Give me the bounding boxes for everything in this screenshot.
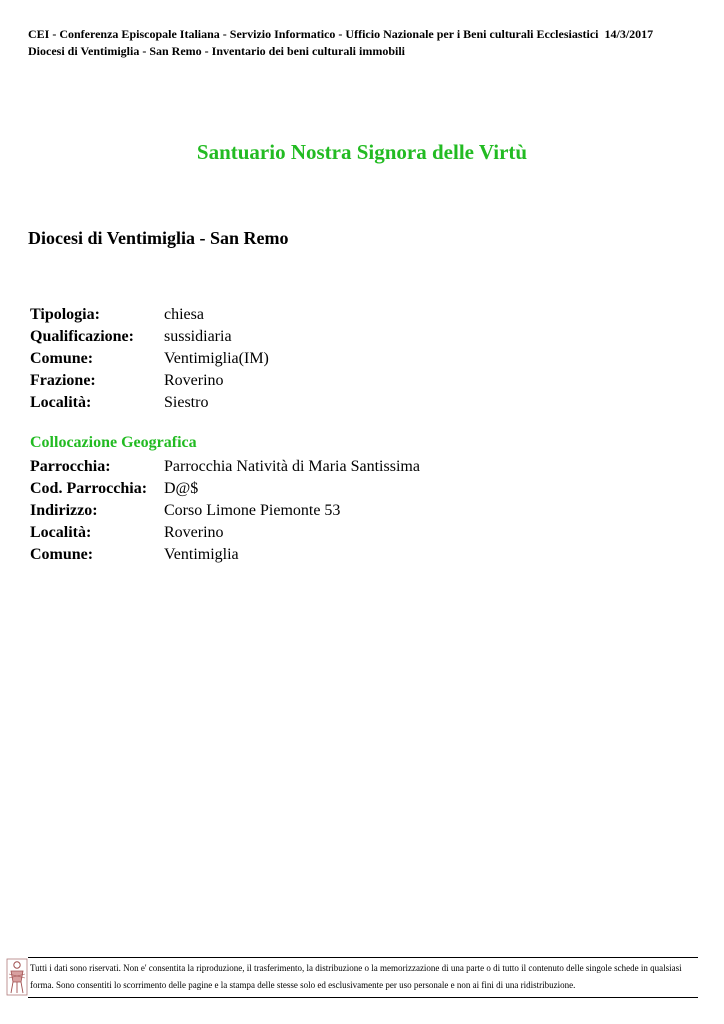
field-label: Frazione: [30,372,96,389]
field-label: Comune: [30,546,94,563]
field-label: Indirizzo: [30,502,98,519]
field-row-qualificazione [30,326,269,348]
field-label: Parrocchia: [30,458,111,475]
field-value: Ventimiglia [164,546,239,563]
header-line-1 [28,26,688,43]
field-row-frazione [30,370,269,392]
field-row-localita [30,392,269,414]
header-organization: CEI - Conferenza Episcopale Italiana - Servizio Informatico - Ufficio Nazionale per i Beni culturali Ecclesiastici [28,27,599,41]
field-label: Località: [30,524,92,541]
field-label: Cod. Parrocchia: [30,480,148,497]
field-row-comune [30,544,420,566]
section-title-collocazione: Collocazione Geografica [30,434,197,451]
field-row-cod-parrocchia [30,478,420,500]
field-value: D@$ [164,480,199,497]
field-row-indirizzo [30,500,420,522]
page-title: Santuario Nostra Signora delle Virtù [196,140,528,164]
footer-disclaimer: Tutti i dati sono riservati. Non e' consentita la riproduzione, il trasferimento, la distribuzione o la memorizzazione di una parte o di tutto il contenuto delle singole schede in qualsiasi forma. Sono consentiti lo scorrimento delle pagine e la stampa delle stesse solo ed esclusivamente per uso personale e non ai fini di una ridistribuzione. [30,963,682,990]
cei-logo-icon [6,958,28,996]
collocazione-fields [30,456,420,566]
field-label: Tipologia: [30,306,100,323]
header-date: 14/3/2017 [604,27,654,41]
field-row-parrocchia [30,456,420,478]
field-label: Località: [30,394,92,411]
field-value: Roverino [164,524,224,541]
diocese-heading: Diocesi di Ventimiglia - San Remo [28,228,289,248]
document-header [28,26,688,60]
field-row-tipologia [30,304,269,326]
footer-divider-bottom [28,997,698,998]
field-label: Qualificazione: [30,328,134,345]
field-value: Corso Limone Piemonte 53 [164,502,341,519]
field-label: Comune: [30,350,94,367]
field-row-comune [30,348,269,370]
field-value: Roverino [164,372,224,389]
field-value: Siestro [164,394,209,411]
field-value: Parrocchia Natività di Maria Santissima [164,458,420,475]
field-row-localita [30,522,420,544]
header-line-2: Diocesi di Ventimiglia - San Remo - Inventario dei beni culturali immobili [28,44,406,58]
field-value: sussidiaria [164,328,232,345]
field-value: Ventimiglia(IM) [164,350,269,367]
footer-divider-top [28,957,698,958]
main-fields [30,304,269,414]
field-value: chiesa [164,306,204,323]
